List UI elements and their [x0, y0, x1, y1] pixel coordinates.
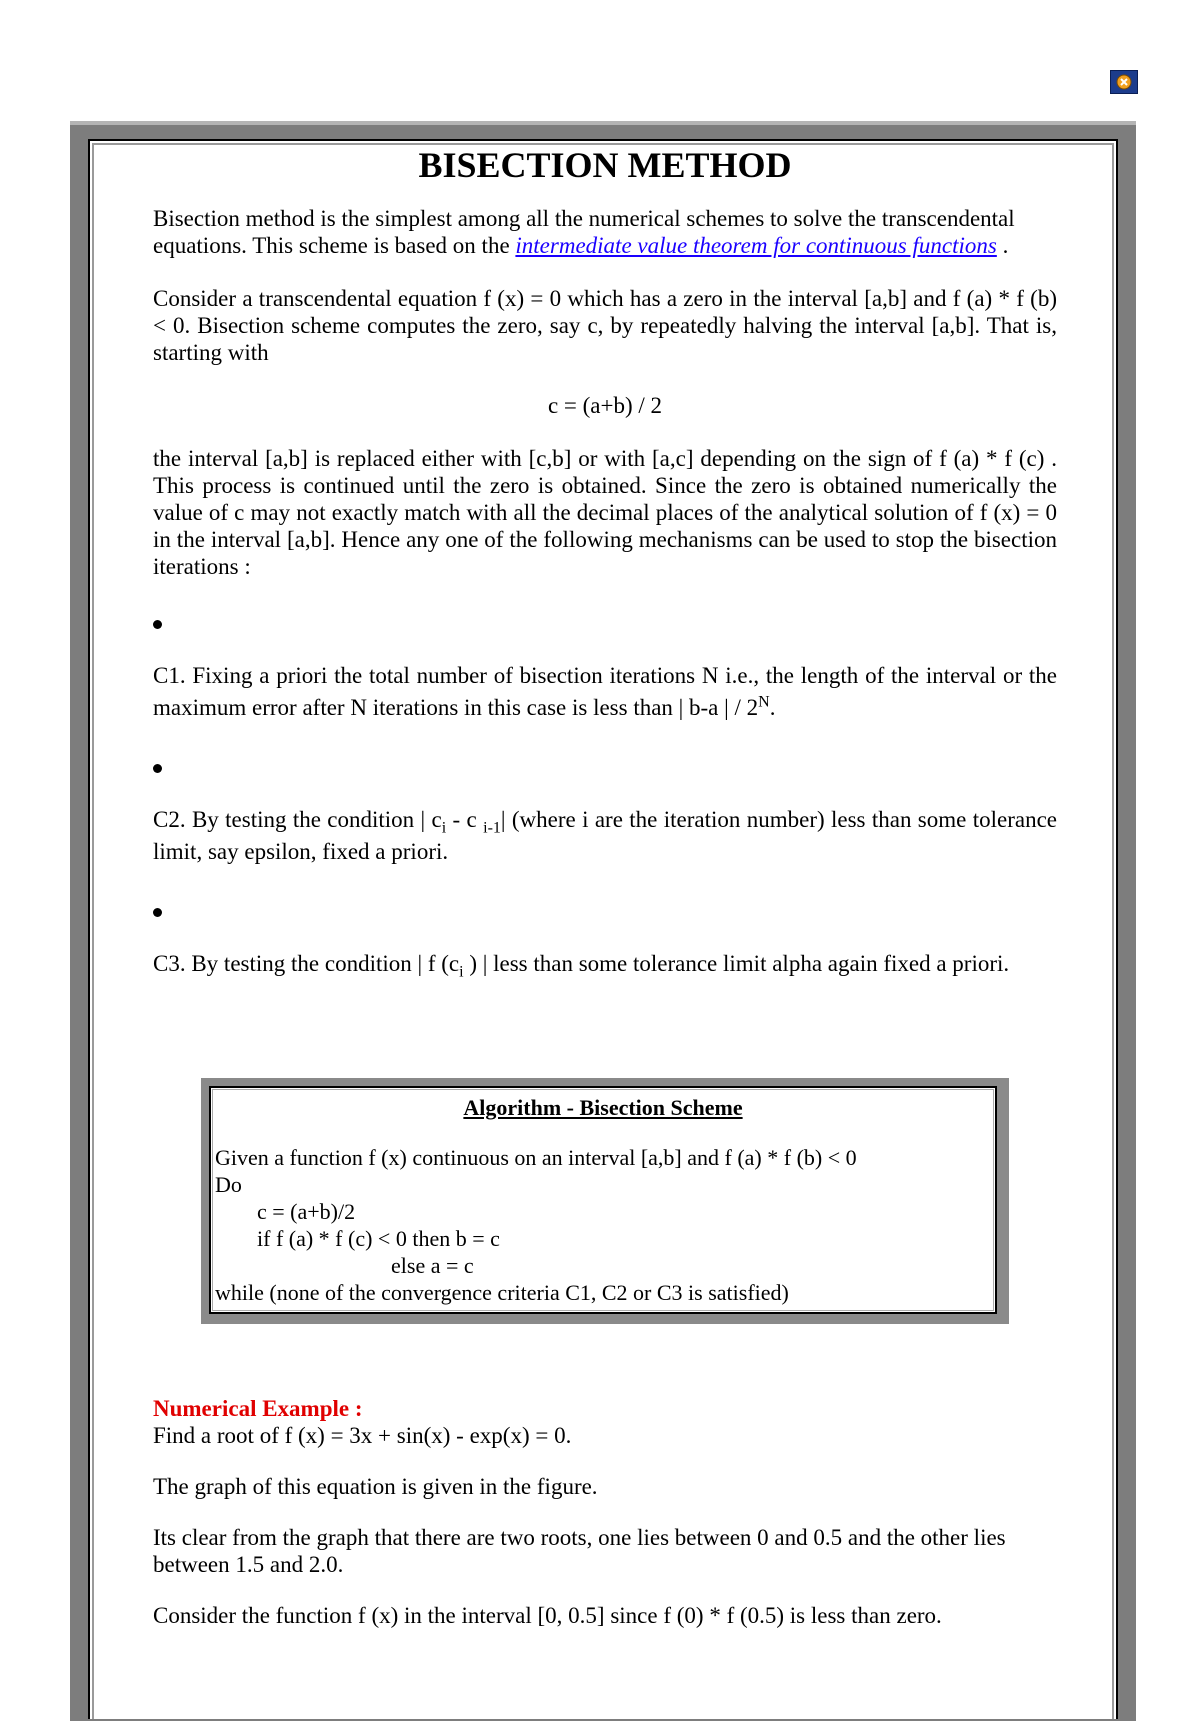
- replacement-paragraph: the interval [a,b] is replaced either with [c,b] or with [a,c] depending on the sign of f (a) * f (c) . This process is continued until the zero is obtained. Since the zero is obtained numerically the value of c may not exactly match with all the decimal places of the analytical solution of f (x) = 0 in the interval [a,b]. Hence any one of the following mechanisms can be used to stop the bisection iterations :: [153, 446, 1057, 579]
- bullet-c1: [153, 620, 162, 629]
- algorithm-line-while: while (none of the convergence criteria C1, C2 or C3 is satisfied): [215, 1280, 789, 1305]
- page-frame-highlight: [70, 121, 1136, 125]
- c2-text-a: C2. By testing the condition | c: [153, 807, 442, 832]
- algorithm-box: [201, 1078, 1009, 1324]
- algorithm-panel: [209, 1086, 997, 1314]
- c2-text-c: | (where i are the iteration number) less than some tolerance limit, say epsilon, fixed a priori.: [153, 807, 1057, 864]
- example-section: [153, 1395, 1057, 1629]
- c1-superscript: N: [758, 693, 770, 711]
- intro-paragraph: [153, 205, 1057, 259]
- page-title: BISECTION METHOD: [418, 145, 792, 185]
- c3-text-a: C3. By testing the condition | f (c: [153, 951, 460, 976]
- c1-text: C1. Fixing a priori the total number of bisection iterations N i.e., the length of the interval or the maximum error after N iterations in this case is less than | b-a | / 2: [153, 663, 1057, 720]
- criterion-c3: [153, 948, 1057, 980]
- ivt-link[interactable]: intermediate value theorem for continuous functions: [515, 233, 997, 258]
- criterion-c1: [153, 660, 1057, 724]
- example-line-roots: Its clear from the graph that there are two roots, one lies between 0 and 0.5 and the other lies between 1.5 and 2.0.: [153, 1525, 1006, 1577]
- criterion-c2: [153, 804, 1057, 868]
- algorithm-title: Algorithm - Bisection Scheme: [463, 1095, 743, 1120]
- algorithm-line-if: if f (a) * f (c) < 0 then b = c: [257, 1226, 500, 1251]
- bullet-c3: [153, 908, 162, 917]
- example-heading: Numerical Example :: [153, 1396, 363, 1421]
- c2-text-b: - c: [446, 807, 484, 832]
- close-icon-graphic: [1114, 73, 1134, 91]
- article-content: [153, 145, 1057, 980]
- algorithm-line-midpoint: c = (a+b)/2: [257, 1199, 356, 1224]
- consider-paragraph: Consider a transcendental equation f (x) = 0 which has a zero in the interval [a,b] and f (a) * f (b) < 0. Bisection scheme computes the zero, say c, by repeatedly halving the interval [a,b]. That is, starting with: [153, 286, 1057, 365]
- example-line-graph: The graph of this equation is given in the figure.: [153, 1474, 598, 1499]
- intro-text: Bisection method is the simplest among all the numerical schemes to solve the transcendental equations. This scheme is based on the: [153, 206, 1015, 258]
- c2-sub-i-1: i-1: [483, 819, 501, 837]
- midpoint-formula: c = (a+b) / 2: [547, 393, 663, 418]
- c2-sub-i: i: [441, 819, 447, 837]
- algorithm-line-do: Do: [215, 1172, 242, 1197]
- bullet-c2: [153, 764, 162, 773]
- close-nav-icon[interactable]: [1110, 70, 1138, 94]
- example-line-interval: Consider the function f (x) in the interval [0, 0.5] since f (0) * f (0.5) is less than zero.: [153, 1603, 942, 1628]
- algorithm-line-else: else a = c: [391, 1253, 474, 1278]
- c3-text-b: ) | less than some tolerance limit alpha again fixed a priori.: [463, 951, 1010, 976]
- c3-sub-i: i: [459, 963, 464, 981]
- example-line-root: Find a root of f (x) = 3x + sin(x) - exp(x) = 0.: [153, 1423, 572, 1448]
- c1-end: .: [769, 695, 776, 720]
- algorithm-line-given: Given a function f (x) continuous on an interval [a,b] and f (a) * f (b) < 0: [215, 1145, 857, 1170]
- intro-end: .: [996, 233, 1009, 258]
